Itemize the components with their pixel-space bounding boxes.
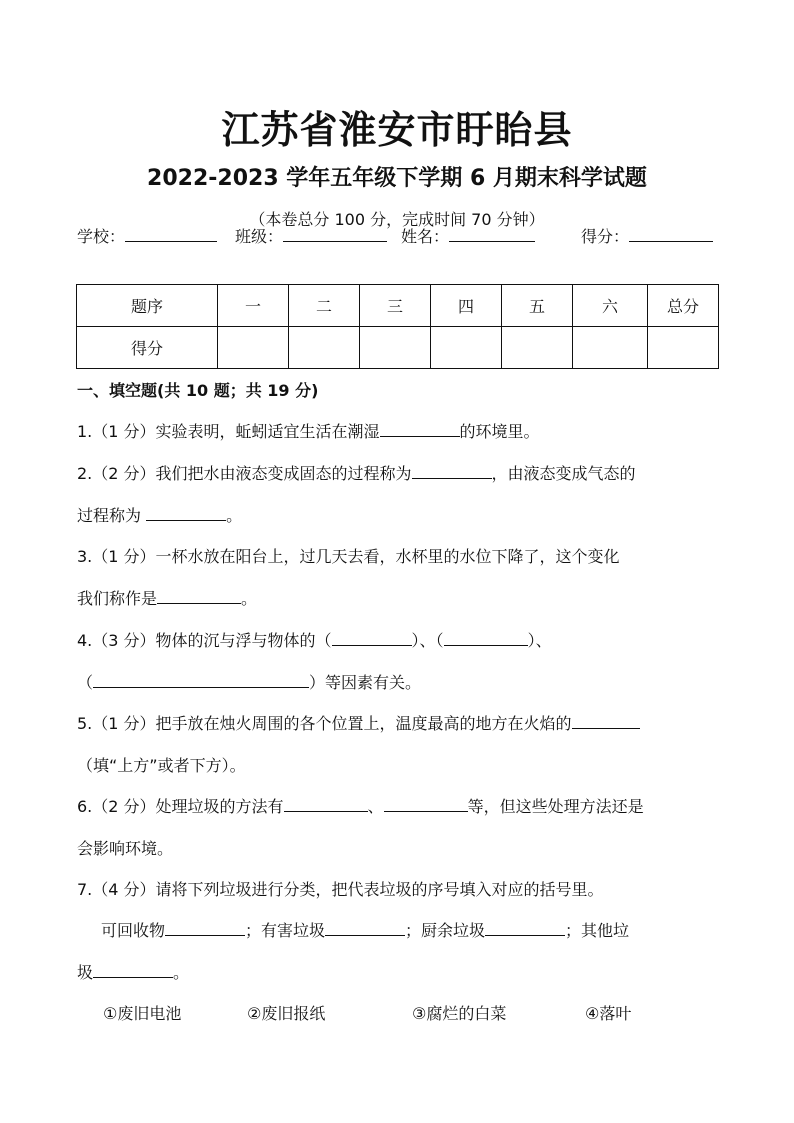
table-header-cell: 一: [218, 285, 289, 327]
question-text: 3.（1 分）一杯水放在阳台上，过几天去看，水杯里的水位下降了，这个变化: [77, 547, 620, 566]
student-info-row: [77, 222, 719, 252]
question-text: 可回收物: [101, 921, 166, 940]
answer-blank[interactable]: [284, 793, 368, 812]
name-field: [401, 222, 535, 252]
question-text: ，由液态变成气态的: [491, 464, 636, 483]
question-4: [77, 620, 722, 662]
question-text: 7.（4 分）请将下列垃圾进行分类，把代表垃圾的序号填入对应的括号里。: [77, 880, 604, 899]
section-title: 一、填空题(共 10 题；共 19 分): [77, 381, 319, 400]
exam-subtitle: 2022-2023 学年五年级下学期 6 月期末科学试题: [147, 166, 647, 191]
answer-blank[interactable]: [93, 669, 309, 688]
class-blank[interactable]: [283, 222, 387, 242]
question-1: [77, 411, 722, 453]
question-text: ）、: [527, 631, 552, 650]
question-6-cont: [77, 828, 722, 870]
answer-blank[interactable]: [325, 917, 405, 936]
score-blank[interactable]: [629, 222, 713, 242]
question-7: [77, 869, 722, 911]
question-5: [77, 703, 722, 745]
score-cell[interactable]: [218, 327, 289, 369]
question-text: ）、（: [411, 631, 444, 650]
option-item: ①废旧电池: [103, 1004, 182, 1023]
name-blank[interactable]: [449, 222, 535, 242]
question-text: 。: [241, 589, 258, 608]
answer-blank[interactable]: [384, 793, 468, 812]
table-header-cell: 题序: [77, 285, 218, 327]
question-text: 2.（2 分）我们把水由液态变成固态的过程称为: [77, 464, 412, 483]
question-text: （: [77, 673, 94, 692]
answer-blank[interactable]: [93, 959, 173, 978]
question-4-cont: [77, 662, 722, 704]
answer-blank[interactable]: [157, 585, 241, 604]
school-field: [77, 222, 217, 252]
question-text: 等，但这些处理方法还是: [467, 797, 644, 816]
question-7-line-2: [101, 910, 722, 952]
question-text: （填“上方”或者下方）。: [77, 756, 246, 775]
answer-blank[interactable]: [412, 460, 492, 479]
question-text: 圾: [77, 963, 94, 982]
question-text: 。: [173, 963, 190, 982]
table-header-cell: 二: [289, 285, 360, 327]
answer-blank[interactable]: [146, 502, 226, 521]
exam-note: （本卷总分 100 分，完成时间 70 分钟）: [249, 210, 545, 229]
score-cell[interactable]: [502, 327, 573, 369]
exam-title: 江苏省淮安市盱眙县: [221, 108, 573, 152]
question-text: ；厨余垃圾: [405, 921, 486, 940]
question-2-cont: [77, 495, 722, 537]
question-text: 我们称作是: [77, 589, 158, 608]
answer-blank[interactable]: [165, 917, 245, 936]
table-header-cell: 六: [573, 285, 648, 327]
question-3: [77, 536, 722, 578]
question-2: [77, 453, 722, 495]
answer-blank[interactable]: [572, 710, 640, 729]
class-field: [235, 222, 387, 252]
score-cell[interactable]: [289, 327, 360, 369]
question-text: 会影响环境。: [77, 839, 174, 858]
question-text: 的环境里。: [459, 422, 540, 441]
school-blank[interactable]: [125, 222, 217, 242]
table-header-cell: 五: [502, 285, 573, 327]
option-item: ④落叶: [585, 1004, 632, 1023]
question-text: 4.（3 分）物体的沉与浮与物体的（: [77, 631, 332, 650]
score-cell[interactable]: [648, 327, 719, 369]
question-6: [77, 786, 722, 828]
question-text: ；其他垃: [565, 921, 630, 940]
score-label: 得分：: [581, 227, 630, 246]
question-text: ）等因素有关。: [309, 673, 422, 692]
answer-blank[interactable]: [332, 627, 412, 646]
question-text: 6.（2 分）处理垃圾的方法有: [77, 797, 284, 816]
class-label: 班级：: [235, 227, 284, 246]
table-header-cell: 四: [431, 285, 502, 327]
table-header-cell: 总分: [648, 285, 719, 327]
question-text: 5.（1 分）把手放在烛火周围的各个位置上，温度最高的地方在火焰的: [77, 714, 572, 733]
score-table-header-row: [77, 285, 719, 327]
name-label: 姓名：: [401, 227, 450, 246]
score-cell[interactable]: [573, 327, 648, 369]
answer-blank[interactable]: [444, 627, 528, 646]
option-item: ②废旧报纸: [247, 1004, 326, 1023]
score-field: [581, 222, 713, 252]
question-7-line-3: [77, 952, 722, 994]
question-text: 过程称为: [77, 506, 147, 525]
question-text: ；有害垃圾: [245, 921, 326, 940]
question-text: 、: [367, 797, 384, 816]
table-row-label: 得分: [77, 327, 218, 369]
score-cell[interactable]: [431, 327, 502, 369]
score-table: [76, 284, 719, 369]
question-text: 。: [226, 506, 243, 525]
score-table-score-row: [77, 327, 719, 369]
school-label: 学校：: [77, 227, 126, 246]
option-item: ③腐烂的白菜: [412, 1004, 507, 1023]
table-header-cell: 三: [360, 285, 431, 327]
answer-blank[interactable]: [380, 418, 460, 437]
question-text: 1.（1 分）实验表明，蚯蚓适宜生活在潮湿: [77, 422, 380, 441]
answer-blank[interactable]: [485, 917, 565, 936]
question-5-cont: [77, 745, 722, 787]
score-cell[interactable]: [360, 327, 431, 369]
question-3-cont: [77, 578, 722, 620]
